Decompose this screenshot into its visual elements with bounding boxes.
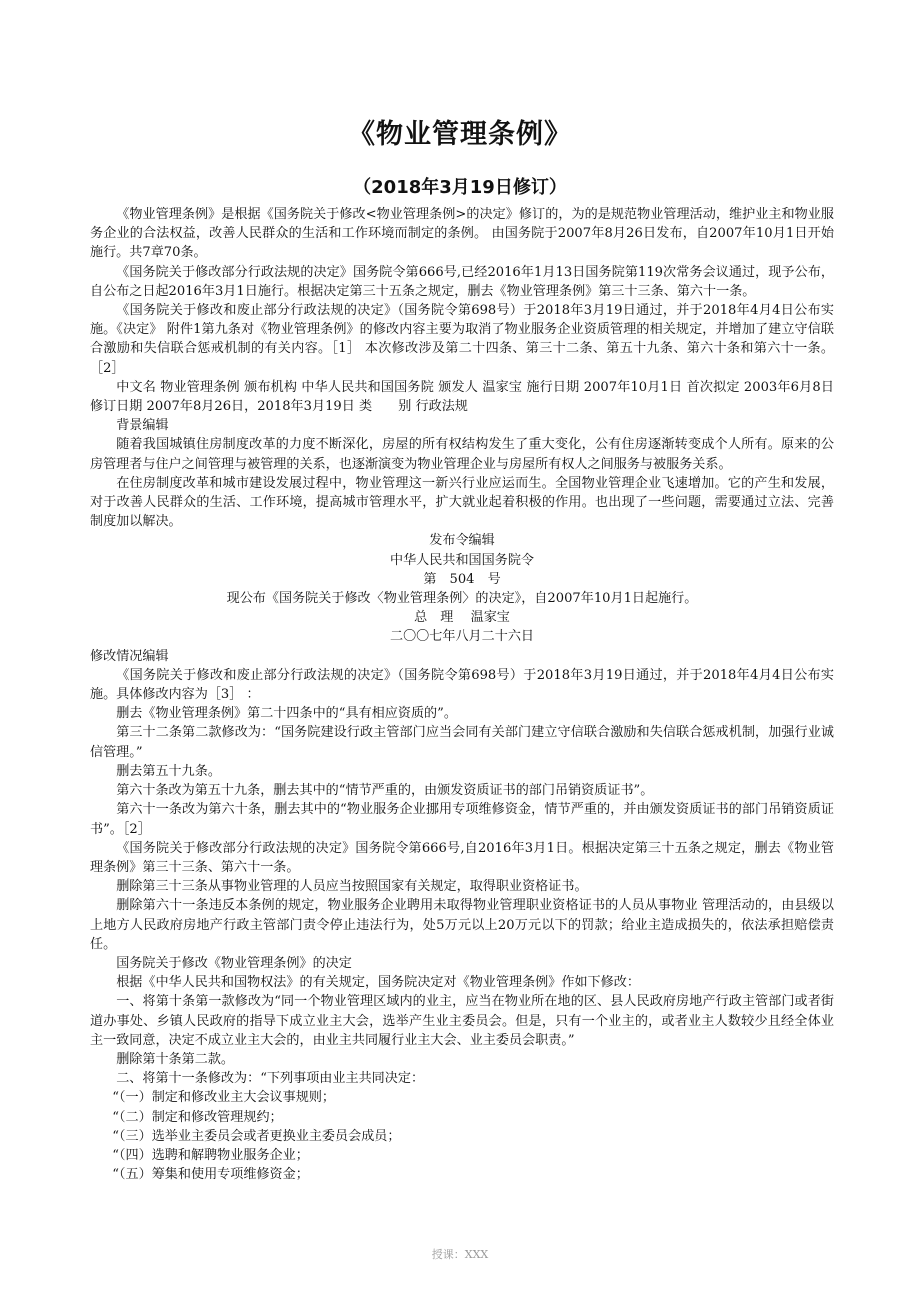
decision-list-item: “（二）制定和修改管理规约； (112, 1109, 283, 1125)
revision-item: 删去第五十九条。 (116, 763, 221, 779)
paragraph-revisions-intro: 《国务院关于修改和废止部分行政法规的决定》（国务院令第698号）于2018年3月19日通过，并于2018年4月4日公布实施。具体修改内容为［3］ ： (90, 667, 834, 703)
page-footer: 授课：XXX (431, 1248, 489, 1261)
paragraph-background-1: 随着我国城镇住房制度改革的力度不断深化，房屋的所有权结构发生了重大变化，公有住房逐渐转变成个人所有。原来的公房管理者与住户之间管理与被管理的关系，也逐渐演变为物业管理企业与房屋所有权人之间服务与被服务关系。 (90, 437, 834, 472)
paragraph-infobox: 中文名 物业管理条例 颁布机构 中华人民共和国国务院 颁发人 温家宝 施行日期 2007年10月1日 首次拟定 2003年6月8日 修订日期 2007年8月26日，2018年3月19日 类 别 行政法规 (90, 379, 834, 415)
document-body (90, 205, 834, 1184)
section-heading-background: 背景编辑 (116, 418, 169, 434)
decision-item: 一、将第十条第一款修改为“同一个物业管理区域内的业主，应当在物业所在地的区、县人民政府房地产行政主管部门或者街道办事处、乡镇人民政府的指导下成立业主大会，选举产生业主委员会。但是，只有一个业主的，或者业主人数较少且经全体业主一致同意，决定不成立业主大会的，由业主共同履行业主大会、业主委员会职责。” (90, 994, 834, 1048)
section-heading-revisions: 修改情况编辑 (90, 648, 169, 664)
document-subtitle: （2018年3月19日修订） (353, 177, 567, 198)
revision-item: 第六十条改为第五十九条，删去其中的“情节严重的，由颁发资质证书的部门吊销资质证书”。 (116, 783, 654, 799)
section-heading-decision: 国务院关于修改《物业管理条例》的决定 (116, 955, 352, 971)
section-heading-decree: 发布令编辑 (429, 533, 495, 549)
decree-issuer: 中华人民共和国国务院令 (389, 552, 535, 568)
paragraph-698-decision: 《国务院关于修改和废止部分行政法规的决定》（国务院令第698号）于2018年3月19日通过，并于2018年4月4日公布实施。《决定》 附件1第九条对《物业管理条例》的修改内容主要为取消了物业服务企业资质管理的相关规定，并增加了建立守信联合激励和失信联合惩戒机制的有关内容。［1］ 本次修改涉及第二十四条、第三十二条、第五十九条、第六十条和第六十一条。［2］ (90, 303, 834, 376)
document-title: 《物业管理条例》 (348, 119, 572, 150)
revision-item: 删去《物业管理条例》第二十四条中的“具有相应资质的”。 (116, 706, 457, 722)
decision-list-item: “（三）选举业主委员会或者更换业主委员会成员； (112, 1128, 401, 1144)
paragraph-intro: 《物业管理条例》是根据《国务院关于修改<物业管理条例>的决定》修订的，为的是规范物业管理活动，维护业主和物业服务企业的合法权益，改善人民群众的生活和工作环境而制定的条例。 由国务院于2007年8月26日发布，自2007年10月1日开始施行。共7章70条。 (90, 207, 834, 261)
paragraph-666-revision: 《国务院关于修改部分行政法规的决定》国务院令第666号,自2016年3月1日。根据决定第三十五条之规定，删去《物业管理条例》第三十三条、第六十一条。 (90, 840, 834, 875)
paragraph-background-2: 在住房制度改革和城市建设发展过程中，物业管理这一新兴行业应运而生。全国物业管理企业飞速增加。它的产生和发展，对于改善人民群众的生活、工作环境，提高城市管理水平，扩大就业起着积极的作用。也出现了一些问题，需要通过立法、完善制度加以解决。 (90, 475, 834, 530)
revision-item: 第六十一条改为第六十条，删去其中的“物业服务企业挪用专项维修资金，情节严重的，并由颁发资质证书的部门吊销资质证书”。［2］ (90, 802, 834, 837)
decision-item: 删除第十条第二款。 (116, 1051, 235, 1067)
decree-signatory: 总 理 温家宝 (414, 610, 510, 626)
revision-item: 第三十二条第二款修改为：“国务院建设行政主管部门应当会同有关部门建立守信联合激励和失信联合惩戒机制，加强行业诚信管理。” (90, 725, 834, 760)
decision-item: 二、将第十一条修改为：“下列事项由业主共同决定： (116, 1071, 425, 1087)
paragraph-decision-intro: 根据《中华人民共和国物权法》的有关规定，国务院决定对《物业管理条例》作如下修改： (116, 975, 640, 991)
decree-date: 二〇〇七年八月二十六日 (389, 629, 535, 645)
decision-list-item: “（四）选聘和解聘物业服务企业； (112, 1147, 309, 1163)
decision-list-item: “（一）制定和修改业主大会议事规则； (112, 1090, 336, 1106)
decree-text: 现公布《国务院关于修改〈物业管理条例〉的决定》，自2007年10月1日起施行。 (226, 591, 698, 607)
revision-item: 删除第三十三条从事物业管理的人员应当按照国家有关规定，取得职业资格证书。 (116, 879, 588, 895)
decision-list-item: “（五）筹集和使用专项维修资金； (112, 1167, 309, 1183)
paragraph-666-decision: 《国务院关于修改部分行政法规的决定》国务院令第666号,已经2016年1月13日国务院第119次常务会议通过，现予公布，自公布之日起2016年3月1日施行。根据决定第三十五条之规定，删去《物业管理条例》第三十三条、第六十一条。 (90, 264, 834, 299)
decree-number: 第 504 号 (423, 571, 501, 587)
revision-item: 删除第六十一条违反本条例的规定，物业服务企业聘用未取得物业管理职业资格证书的人员从事物业 管理活动的，由县级以上地方人民政府房地产行政主管部门责令停止违法行为，处5万元以上20万元以下的罚款；给业主造成损失的，依法承担赔偿责任。 (90, 898, 834, 952)
